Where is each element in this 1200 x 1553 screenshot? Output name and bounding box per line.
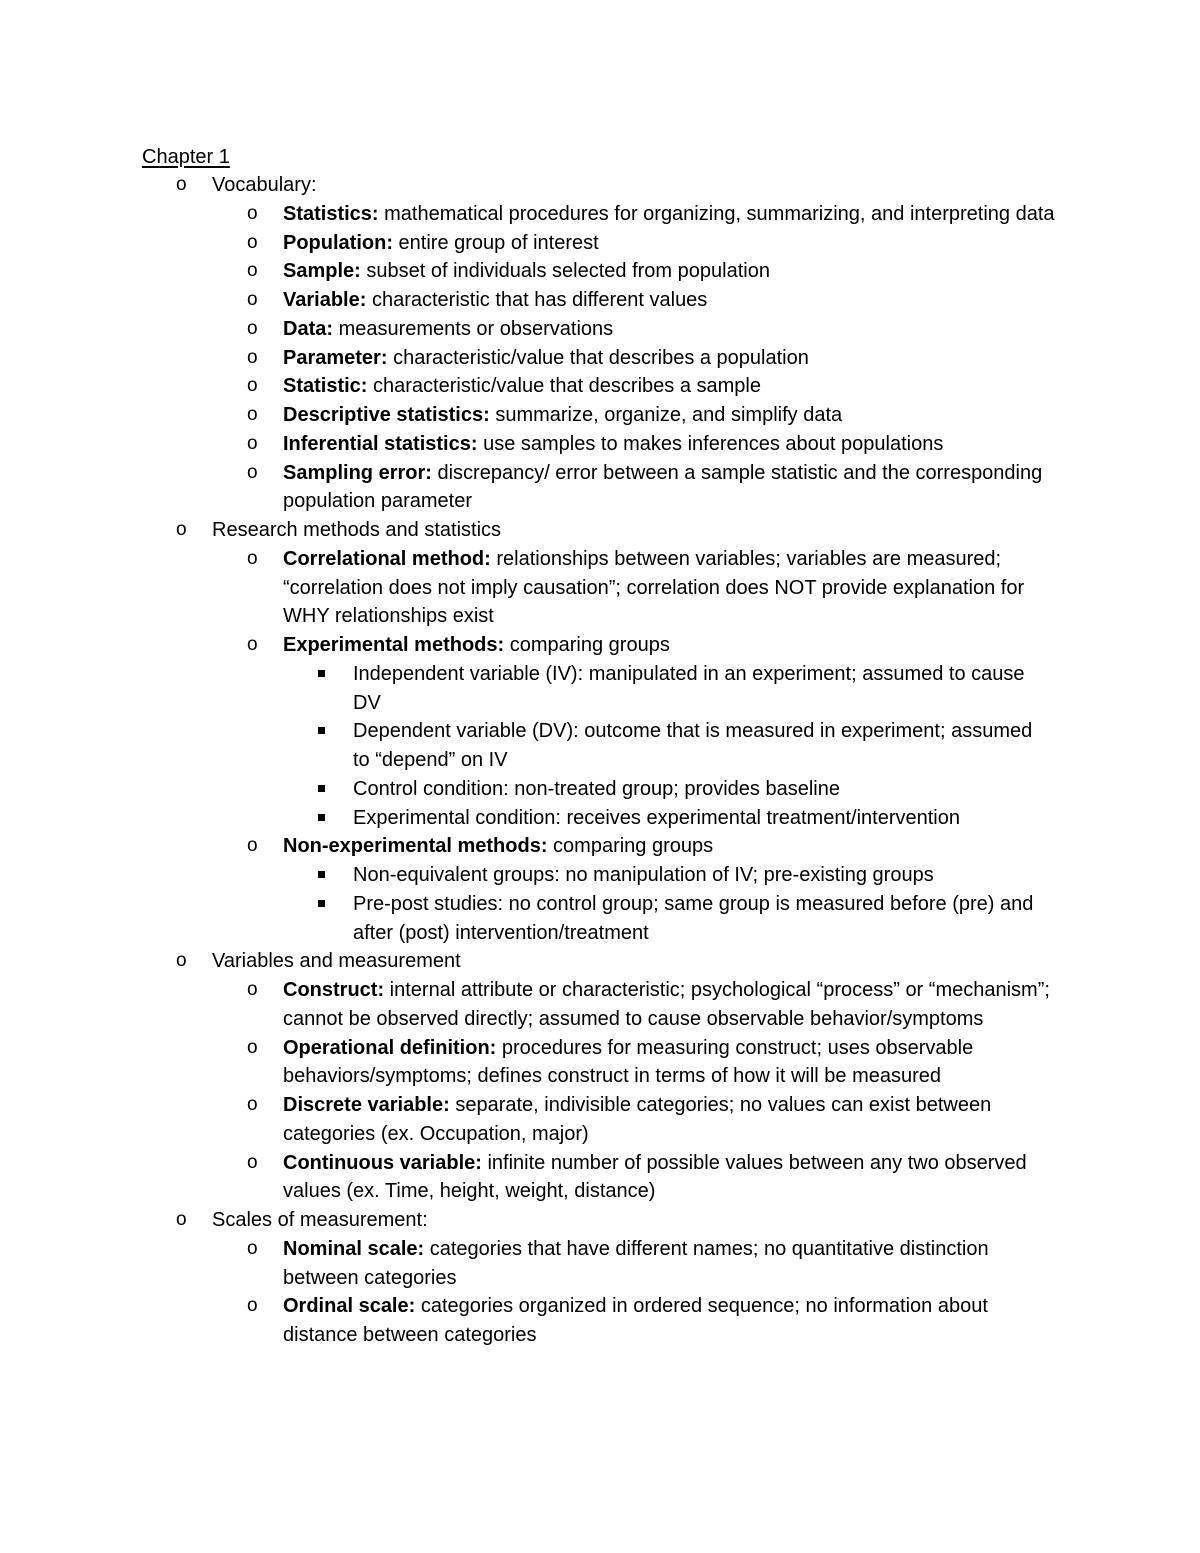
term: Sampling error: [283, 461, 432, 484]
list-item [0, 401, 1200, 430]
definition: mathematical procedures for organizing, summarizing, and interpreting data [378, 202, 1055, 225]
term: Non-experimental methods: [283, 835, 548, 858]
list-item [0, 545, 1200, 631]
hollow-bullet-icon: o [176, 1209, 187, 1230]
definition: procedures for measuring construct; uses observable behaviors/symptoms; defines construct in terms of how it will be measured [283, 1036, 974, 1088]
sub-list-item [0, 717, 1200, 775]
sub-list-item [0, 804, 1200, 833]
term: Operational definition: [283, 1036, 497, 1059]
sub-item-text: Control condition: non-treated group; provides baseline [353, 777, 840, 800]
square-bullet-icon [318, 727, 325, 734]
hollow-bullet-icon: o [176, 950, 187, 972]
hollow-bullet-icon: o [247, 1036, 258, 1058]
sub-list-item [0, 775, 1200, 804]
definition: infinite number of possible values between any two observed values (ex. Time, height, weight, distance) [283, 1151, 1027, 1203]
list-item [0, 315, 1200, 344]
outline [0, 171, 1200, 1350]
hollow-bullet-icon: o [247, 461, 258, 483]
term: Variable: [283, 289, 367, 311]
definition: comparing groups [504, 634, 670, 656]
term: Population: [283, 231, 393, 254]
hollow-bullet-icon: o [247, 202, 258, 224]
definition: internal attribute or characteristic; psychological “process” or “mechanism”; cannot be observed directly; assumed to cause observable behavior/symptoms [283, 979, 1050, 1030]
definition: use samples to makes inferences about populations [477, 432, 944, 455]
term: Statistic: [283, 375, 368, 398]
sub-item-text: Pre-post studies: no control group; same group is measured before (pre) and after (post) intervention/treatment [353, 892, 1034, 944]
term: Descriptive statistics: [283, 404, 490, 426]
chapter-title: Chapter 1 [142, 146, 230, 168]
hollow-bullet-icon: o [247, 547, 258, 569]
list-item [0, 344, 1200, 373]
section-heading-text: Vocabulary: [212, 174, 317, 196]
hollow-bullet-icon: o [247, 432, 258, 454]
section-heading [0, 947, 1200, 976]
sub-item-text: Experimental condition: receives experimental treatment/intervention [353, 806, 960, 829]
list-item [0, 1034, 1200, 1092]
list-item [0, 286, 1200, 315]
section-heading-text: Research methods and statistics [212, 519, 502, 541]
square-bullet-icon [318, 670, 325, 677]
hollow-bullet-icon: o [247, 231, 258, 253]
list-item [0, 430, 1200, 459]
hollow-bullet-icon: o [247, 1237, 258, 1259]
term: Sample: [283, 260, 361, 283]
term: Inferential statistics: [283, 432, 478, 455]
definition: categories organized in ordered sequence; no information about distance between categories [283, 1295, 988, 1346]
sub-list-item [0, 890, 1200, 948]
term: Data: [283, 317, 334, 340]
list-item [0, 1292, 1200, 1350]
term: Statistics: [283, 202, 379, 225]
hollow-bullet-icon: o [247, 634, 258, 655]
definition: relationships between variables; variables are measured; “correlation does not imply causation”; correlation does NOT provide explanation for WHY relationships exist [283, 547, 1025, 628]
term: Parameter: [283, 346, 388, 369]
section-heading-text: Variables and measurement [212, 950, 461, 973]
term: Nominal scale: [283, 1237, 425, 1260]
hollow-bullet-icon: o [247, 404, 258, 425]
term: Correlational method: [283, 547, 491, 570]
hollow-bullet-icon: o [176, 174, 187, 195]
definition: discrepancy/ error between a sample statistic and the corresponding population parameter [283, 461, 1043, 513]
term: Ordinal scale: [283, 1295, 416, 1318]
definition: subset of individuals selected from population [360, 260, 770, 283]
definition: characteristic that has different values [366, 289, 708, 311]
list-item [0, 229, 1200, 258]
definition: summarize, organize, and simplify data [489, 404, 843, 426]
hollow-bullet-icon: o [247, 1094, 258, 1115]
term: Experimental methods: [283, 634, 505, 656]
list-item [0, 459, 1200, 517]
section-heading [0, 171, 1200, 200]
square-bullet-icon [318, 814, 325, 821]
list-item [0, 257, 1200, 286]
list-item [0, 1091, 1200, 1149]
definition: measurements or observations [333, 317, 614, 340]
definition: separate, indivisible categories; no values can exist between categories (ex. Occupation, major) [283, 1094, 992, 1145]
hollow-bullet-icon: o [247, 835, 258, 857]
hollow-bullet-icon: o [247, 979, 258, 1000]
term: Continuous variable: [283, 1151, 482, 1174]
sub-item-text: Non-equivalent groups: no manipulation of IV; pre-existing groups [353, 864, 934, 886]
hollow-bullet-icon: o [247, 260, 258, 282]
list-item [0, 1235, 1200, 1293]
list-item [0, 631, 1200, 660]
list-item [0, 976, 1200, 1034]
definition: comparing groups [547, 835, 714, 858]
square-bullet-icon [318, 900, 325, 907]
hollow-bullet-icon: o [247, 289, 258, 310]
hollow-bullet-icon: o [247, 317, 258, 339]
list-item [0, 200, 1200, 229]
section-heading [0, 1206, 1200, 1235]
hollow-bullet-icon: o [247, 1151, 258, 1173]
definition: categories that have different names; no quantitative distinction between categories [283, 1237, 989, 1289]
sub-item-text: Dependent variable (DV): outcome that is measured in experiment; assumed to “depend” on IV [353, 720, 1033, 771]
hollow-bullet-icon: o [247, 1295, 258, 1317]
hollow-bullet-icon: o [176, 519, 187, 540]
hollow-bullet-icon: o [247, 346, 258, 368]
section-heading [0, 516, 1200, 545]
square-bullet-icon [318, 871, 325, 878]
hollow-bullet-icon: o [247, 375, 258, 397]
definition: characteristic/value that describes a sample [367, 375, 761, 398]
list-item [0, 372, 1200, 401]
sub-list-item [0, 660, 1200, 718]
list-item [0, 1149, 1200, 1207]
section-heading-text: Scales of measurement: [212, 1209, 428, 1231]
term: Discrete variable: [283, 1094, 450, 1116]
sub-item-text: Independent variable (IV): manipulated in an experiment; assumed to cause DV [353, 662, 1025, 714]
definition: entire group of interest [392, 231, 599, 254]
term: Construct: [283, 979, 385, 1001]
sub-list-item [0, 861, 1200, 890]
square-bullet-icon [318, 785, 325, 792]
list-item [0, 832, 1200, 861]
definition: characteristic/value that describes a population [387, 346, 809, 369]
